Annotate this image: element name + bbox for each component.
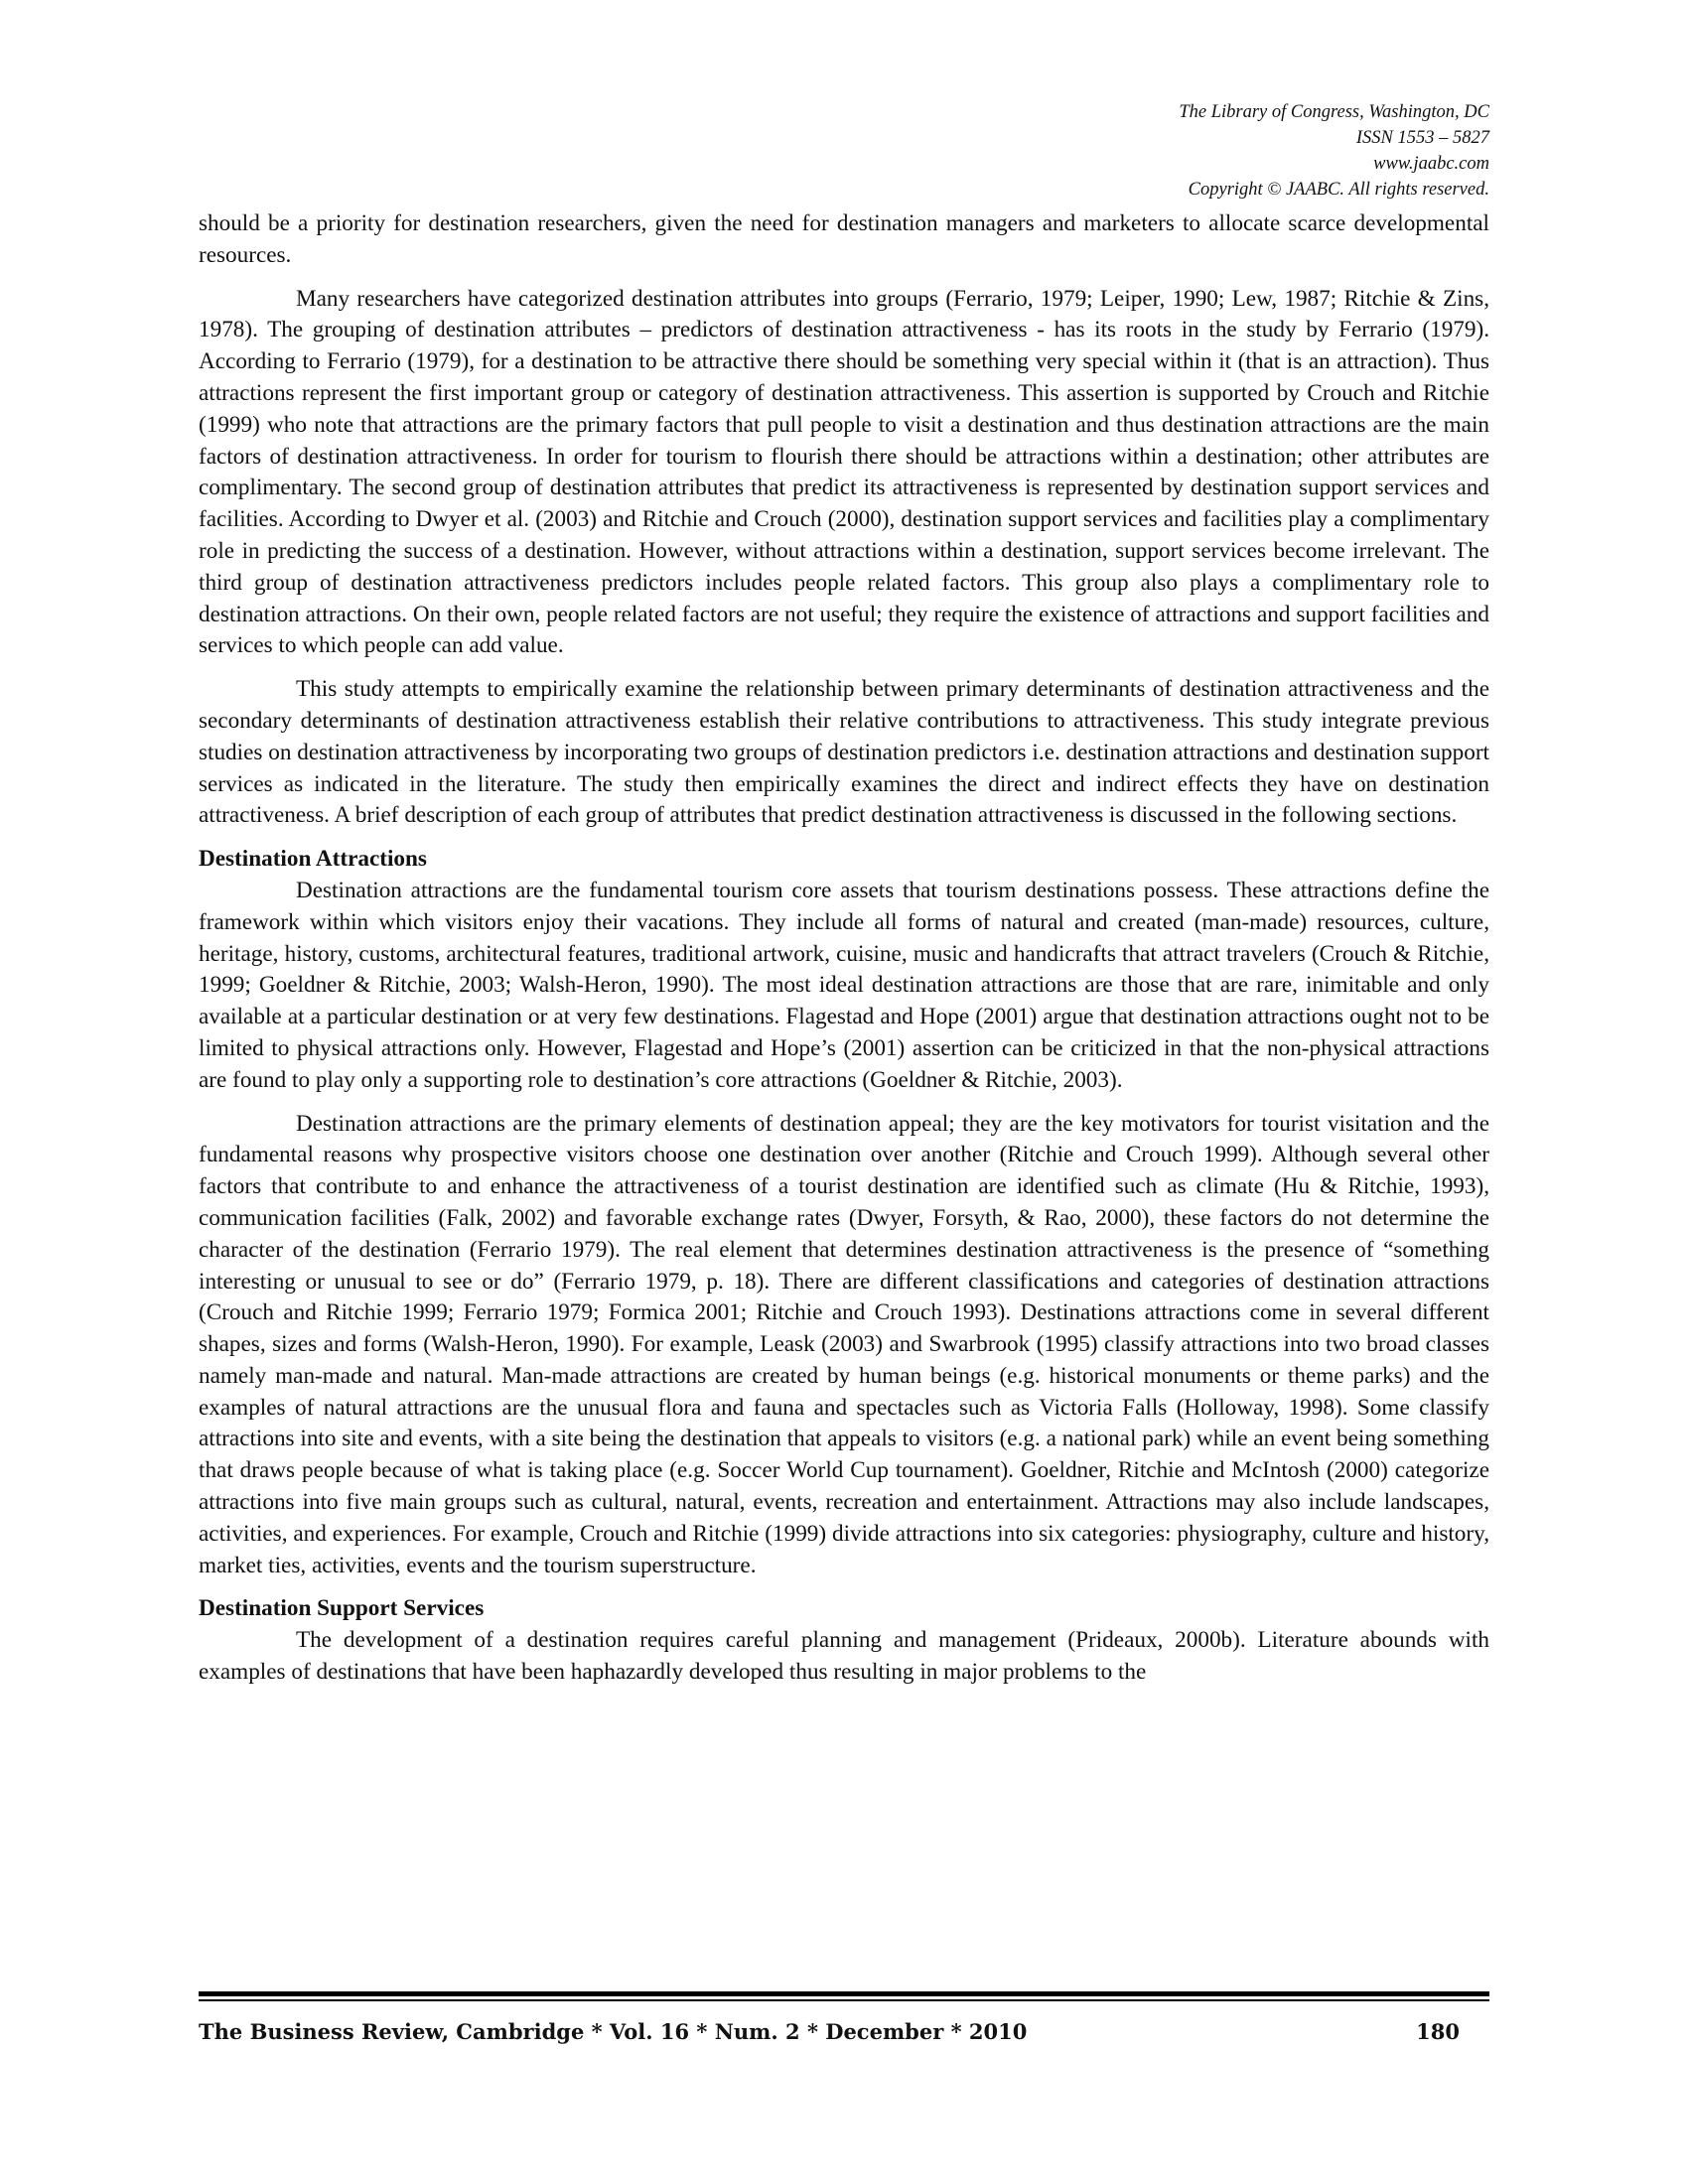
footer-rule-thin <box>199 1999 1489 2001</box>
paragraph-attractions-classification: Destination attractions are the primary elements of destination appeal; they are the key motivators for tourist visitation and the fundamental reasons why prospective visitors choose one destination over another (Ritchie and Crouch 1999). Although several other factors that contribute to and enhance the attractiveness of a tourist destination are identified such as climate (Hu & Ritchie, 1993), communication facilities (Falk, 2002) and favorable exchange rates (Dwyer, Forsyth, & Rao, 2000), these factors do not determine the character of the destination (Ferrario 1979). The real element that determines destination attractiveness is the presence of “something interesting or unusual to see or do” (Ferrario 1979, p. 18). There are different classifications and categories of destination attractions (Crouch and Ritchie 1999; Ferrario 1979; Formica 2001; Ritchie and Crouch 1993). Destinations attractions come in several different shapes, sizes and forms (Walsh-Heron, 1990). For example, Leask (2003) and Swarbrook (1995) classify attractions into two broad classes namely man-made and natural. Man-made attractions are created by human beings (e.g. historical monuments or theme parks) and the examples of natural attractions are the unusual flora and fauna and spectacles such as Victoria Falls (Holloway, 1998). Some classify attractions into site and events, with a site being the destination that appeals to visitors (e.g. a national park) while an event being something that draws people because of what is taking place (e.g. Soccer World Cup tournament). Goeldner, Ritchie and McIntosh (2000) categorize attractions into five main groups such as cultural, natural, events, recreation and entertainment. Attractions may also include landscapes, activities, and experiences. For example, Crouch and Ritchie (1999) divide attractions into six categories: physiography, culture and history, market ties, activities, events and the tourism superstructure. <box>199 1110 1489 1578</box>
paragraph-study-aim: This study attempts to empirically examine the relationship between primary determinants of destination attractiveness and the secondary determinants of destination attractiveness establish their relative contributions to attractiveness. This study integrate previous studies on destination attractiveness by incorporating two groups of destination predictors i.e. destination attractions and destination support services as indicated in the literature. The study then empirically examines the direct and indirect effects they have on destination attractiveness. A brief description of each group of attributes that predict destination attractiveness is discussed in the following sections. <box>199 676 1489 829</box>
page-header <box>894 99 1489 203</box>
paragraph-support-services: The development of a destination requires careful planning and management (Prideaux, 2000b). Literature abounds with examples of destinations that have been haphazardly developed thus resulting in major problems to the <box>199 1627 1489 1686</box>
section-heading-attractions: Destination Attractions <box>199 846 427 873</box>
page-footer <box>199 1991 1489 2044</box>
paragraph-attractions-definition: Destination attractions are the fundamental tourism core assets that tourism destinations possess. These attractions define the framework within which visitors enjoy their vacations. They include all forms of natural and created (man-made) resources, culture, heritage, history, customs, architectural features, traditional artwork, cuisine, music and handicrafts that attract travelers (Crouch & Ritchie, 1999; Goeldner & Ritchie, 2003; Walsh-Heron, 1990). The most ideal destination attractions are those that are rare, inimitable and only available at a particular destination or at very few destinations. Flagestad and Hope (2001) argue that destination attractions ought not to be limited to physical attractions only. However, Flagestad and Hope’s (2001) assertion can be criticized in that the non-physical attractions are found to play only a supporting role to destination’s core attractions (Goeldner & Ritchie, 2003). <box>199 877 1489 1093</box>
section-heading-support-services: Destination Support Services <box>199 1595 485 1622</box>
page-number: 180 <box>1416 2019 1460 2044</box>
header-website: www.jaabc.com <box>1373 154 1489 174</box>
paragraph-continuation: should be a priority for destination researchers, given the need for destination managers and marketers to allocate scarce developmental resources. <box>199 210 1489 268</box>
header-library: The Library of Congress, Washington, DC <box>1179 102 1489 122</box>
article-body <box>199 208 1489 1701</box>
header-copyright: Copyright © JAABC. All rights reserved. <box>1188 180 1489 200</box>
header-issn: ISSN 1553 – 5827 <box>1355 128 1489 148</box>
paragraph-attribute-groups: Many researchers have categorized destination attributes into groups (Ferrario, 1979; Leiper, 1990; Lew, 1987; Ritchie & Zins, 1978). The grouping of destination attributes – predictors of destination attractiveness - has its roots in the study by Ferrario (1979). According to Ferrario (1979), for a destination to be attractive there should be something very special within it (that is an attraction). Thus attractions represent the first important group or category of destination attractiveness. This assertion is supported by Crouch and Ritchie (1999) who note that attractions are the primary factors that pull people to visit a destination and thus destination attractions are the main factors of destination attractiveness. In order for tourism to flourish there should be attractions within a destination; other attributes are complimentary. The second group of destination attributes that predict its attractiveness is represented by destination support services and facilities. According to Dwyer et al. (2003) and Ritchie and Crouch (2000), destination support services and facilities play a complimentary role in predicting the success of a destination. However, without attractions within a destination, support services become irrelevant. The third group of destination attractiveness predictors includes people related factors. This group also plays a complimentary role to destination attractions. On their own, people related factors are not useful; they require the existence of attractions and support facilities and services to which people can add value. <box>199 285 1489 659</box>
footer-rule-thick <box>199 1991 1489 1996</box>
footer-journal-citation: The Business Review, Cambridge * Vol. 16 * Num. 2 * December * 2010 <box>199 2019 1028 2044</box>
